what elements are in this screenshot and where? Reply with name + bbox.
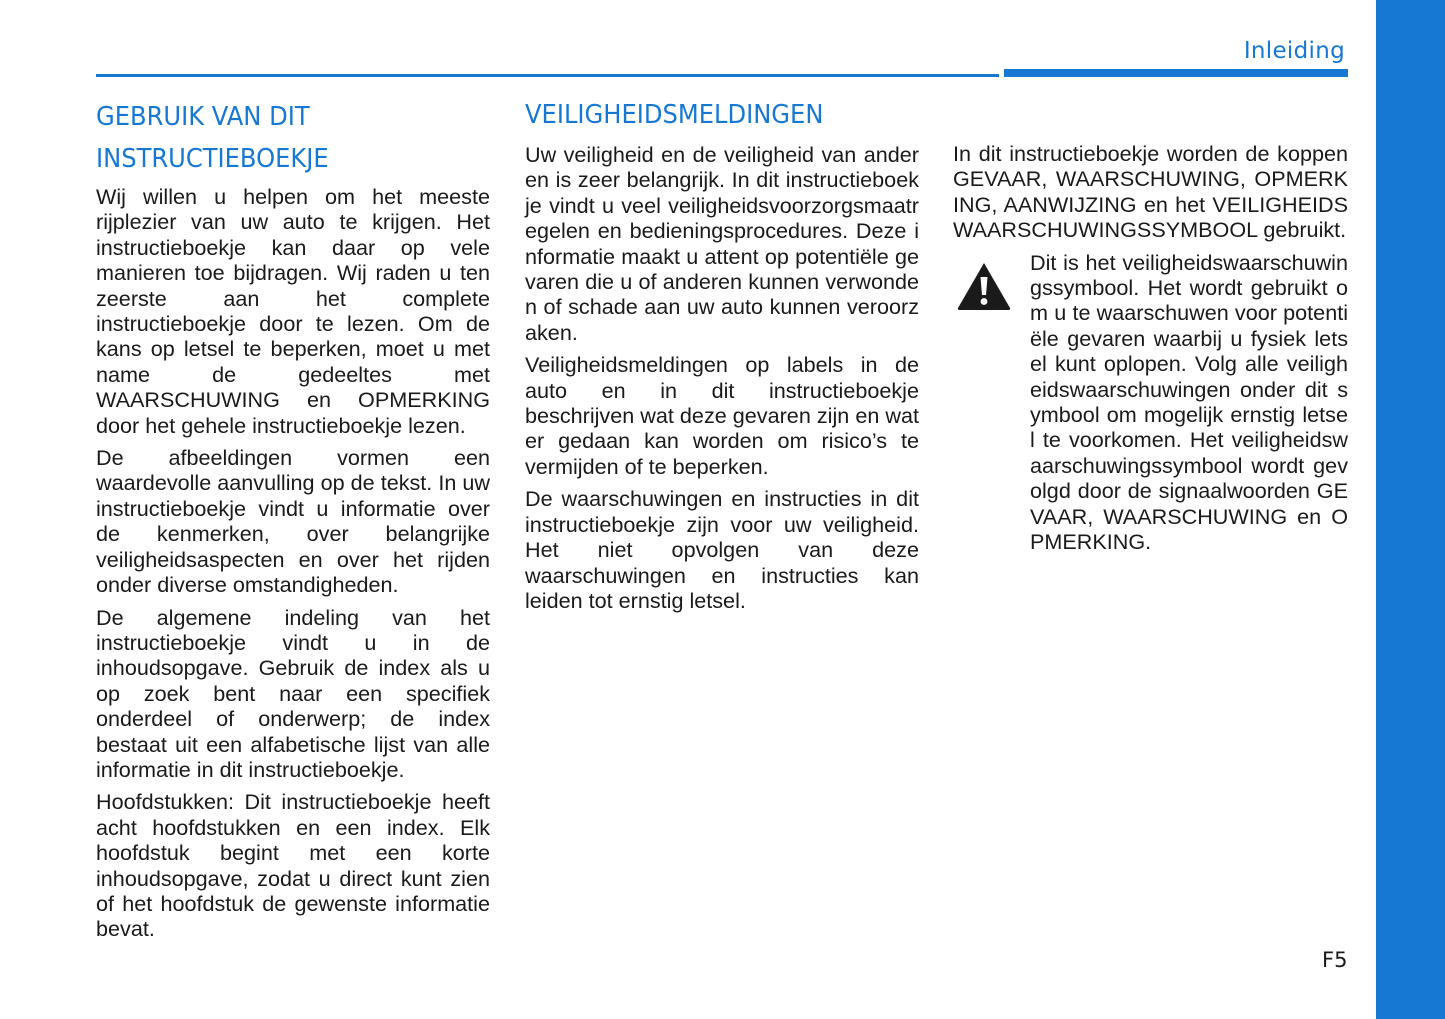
safety-paragraph: De waarschuwingen en instructies in dit instructieboekje zijn voor uw veiligheid. Het niet opvolgen van deze waarschuwingen en instructies kan leiden tot ernstig letsel.	[525, 486, 919, 613]
safety-paragraph: Uw veiligheid en de veiligheid van anderen is zeer belangrijk. In dit instructieboekje vindt u veel veiligheidsvoorzorgsmaatregelen en bedieningsprocedures. Deze informatie maakt u attent op potentiële gevaren die u of anderen kunnen verwonden of schade aan uw auto kunnen veroorzaken.	[525, 142, 919, 345]
warning-triangle-icon	[956, 261, 1012, 311]
safety-column	[525, 96, 919, 620]
safety-heading: VEILIGHEIDSMELDINGEN	[525, 100, 824, 130]
usage-column	[96, 96, 490, 949]
usage-paragraph: De afbeeldingen vormen een waardevolle aanvulling op de tekst. In uw instructieboekje vindt u informatie over de kenmerken, over belangrijke veiligheidsaspecten en over het rijden onder diverse omstandigheden.	[96, 445, 490, 598]
header-rule-accent	[1004, 69, 1348, 77]
header-rule	[96, 74, 999, 77]
safety-paragraph: Veiligheidsmeldingen op labels in de auto en in dit instructieboekje beschrijven wat deze gevaren zijn en wat er gedaan kan worden om risico’s te vermijden of te beperken.	[525, 352, 919, 479]
safety-symbol-block	[953, 250, 1348, 555]
usage-paragraph: Hoofdstukken: Dit instructieboekje heeft acht hoofdstukken en een index. Elk hoofdstuk begint met een korte inhoudsopgave, zodat u direct kunt zien of het hoofdstuk de gewenste informatie bevat.	[96, 789, 490, 942]
usage-paragraph: Wij willen u helpen om het meeste rijplezier van uw auto te krijgen. Het instructieboekje kan daar op vele manieren toe bijdragen. Wij raden u ten zeerste aan het complete instructieboekje door te lezen. Om de kans op letsel te beperken, moet u met name de gedeeltes met WAARSCHUWING en OPMERKING door het gehele instructieboekje lezen.	[96, 184, 490, 438]
chapter-side-tab	[1376, 0, 1445, 1019]
usage-heading	[96, 96, 462, 180]
usage-heading-line-2: INSTRUCTIEBOEKJE	[96, 144, 329, 174]
symbol-intro: In dit instructieboekje worden de koppen GEVAAR, WAARSCHUWING, OPMERKING, AANWIJZING en het VEILIGHEIDSWAARSCHUWINGSSYMBOOL gebruikt.	[953, 141, 1348, 243]
symbol-column	[953, 141, 1348, 562]
page-number: F5	[1322, 948, 1348, 972]
usage-paragraph: De algemene indeling van het instructieboekje vindt u in de inhoudsopgave. Gebruik de index als u op zoek bent naar een specifiek onderdeel of onderwerp; de index bestaat uit een alfabetische lijst van alle informatie in dit instructieboekje.	[96, 604, 490, 782]
safety-symbol-text: Dit is het veiligheidswaarschuwingssymbool. Het wordt gebruikt om u te waarschuwen voor potentiële gevaren waarbij u fysiek letsel kunt oplopen. Volg alle veiligheidswaarschuwingen onder dit symbool om mogelijk ernstig letsel te voorkomen. Het veiligheidswaarschuwingssymbool wordt gevolgd door de signaalwoorden GEVAAR, WAARSCHUWING en OPMERKING.	[1030, 249, 1348, 555]
usage-heading-line-1: GEBRUIK VAN DIT	[96, 102, 310, 132]
section-label: Inleiding	[1243, 38, 1345, 64]
